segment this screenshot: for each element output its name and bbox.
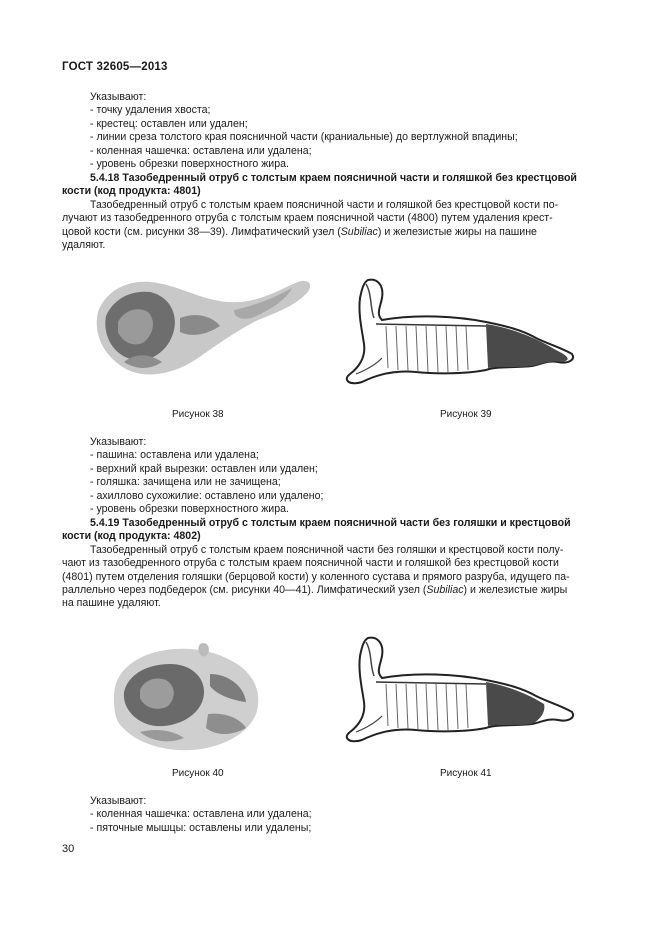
figure-41-image (336, 632, 586, 748)
paragraph-line: Тазобедренный отруб с толстым краем поясничной части и голяшкой без крестцовой кости по- (90, 198, 559, 211)
figure-41-caption: Рисунок 41 (440, 768, 492, 779)
page-number: 30 (62, 843, 75, 855)
section-heading: 5.4.18 Тазобедренный отруб с толстым краем поясничной части и голяшкой без крестцовой (90, 172, 577, 184)
specification-list-2 (62, 436, 599, 516)
specification-list-1 (62, 91, 599, 171)
section-5-4-18 (62, 172, 599, 252)
list-item: - ахиллово сухожилие: оставлено или удалено; (90, 489, 324, 502)
section-5-4-19 (62, 517, 599, 611)
list-intro: Указывают: (90, 91, 147, 103)
list-item: - уровень обрезки поверхностного жира. (90, 158, 289, 171)
list-intro: Указывают: (90, 436, 147, 448)
list-item: - коленная чашечка: оставлена или удалена; (90, 144, 312, 157)
figure-40-image (100, 634, 270, 758)
document-header: ГОСТ 32605—2013 (62, 61, 168, 73)
paragraph-line: раллельно через подбедерок (см. рисунки 40—41). Лимфатический узел (Subiliac) и железистые жиры (62, 584, 568, 597)
figure-38-image (88, 272, 316, 384)
figure-40-caption: Рисунок 40 (172, 768, 224, 779)
figure-39-caption: Рисунок 39 (440, 409, 492, 420)
latin-term: Subiliac (340, 225, 378, 238)
latin-term: Subiliac (426, 584, 464, 597)
figure-39-image (336, 274, 586, 390)
list-item: - верхний край вырезки: оставлен или удален; (90, 462, 318, 475)
paragraph-line: цовой кости (см. рисунки 38—39). Лимфатический узел (Subiliac) и железистые жиры на пашине (62, 225, 537, 238)
list-item: - пяточные мышцы: оставлены или удалены; (90, 821, 312, 834)
paragraph-line: чают из тазобедренного отруба с толстым краем поясничной части и голяшкой без крестцовой кости (62, 557, 559, 570)
specification-list-3 (62, 795, 599, 835)
list-intro: Указывают: (90, 795, 147, 807)
paragraph-line: Тазобедренный отруб с толстым краем поясничной части без голяшки и крестцовой кости полу- (90, 543, 564, 556)
list-item: - уровень обрезки поверхностного жира. (90, 503, 289, 516)
section-heading: 5.4.19 Тазобедренный отруб с толстым краем поясничной части без голяшки и крестцовой (90, 517, 571, 529)
paragraph-line: на пашине удаляют. (62, 597, 161, 610)
list-item: - пашина: оставлена или удалена; (90, 449, 259, 462)
list-item: - точку удаления хвоста; (90, 104, 211, 117)
list-item: - крестец: оставлен или удален; (90, 117, 248, 130)
figure-38-caption: Рисунок 38 (172, 409, 224, 420)
section-heading-cont: кости (код продукта: 4802) (62, 530, 201, 543)
paragraph-line: удаляют. (62, 239, 106, 252)
list-item: - голяшка: зачищена или не зачищена; (90, 476, 281, 489)
list-item: - линии среза толстого края поясничной части (краниальные) до вертлужной впадины; (90, 131, 518, 144)
paragraph-line: лучают из тазобедренного отруба с толстым краем поясничной части (4800) путем удаления крест- (62, 212, 553, 225)
list-item: - коленная чашечка: оставлена или удалена; (90, 808, 312, 821)
section-heading-cont: кости (код продукта: 4801) (62, 185, 201, 198)
paragraph-line: (4801) путем отделения голяшки (берцовой кости) у коленного сустава и прямого разруба, идущего па- (62, 570, 570, 583)
